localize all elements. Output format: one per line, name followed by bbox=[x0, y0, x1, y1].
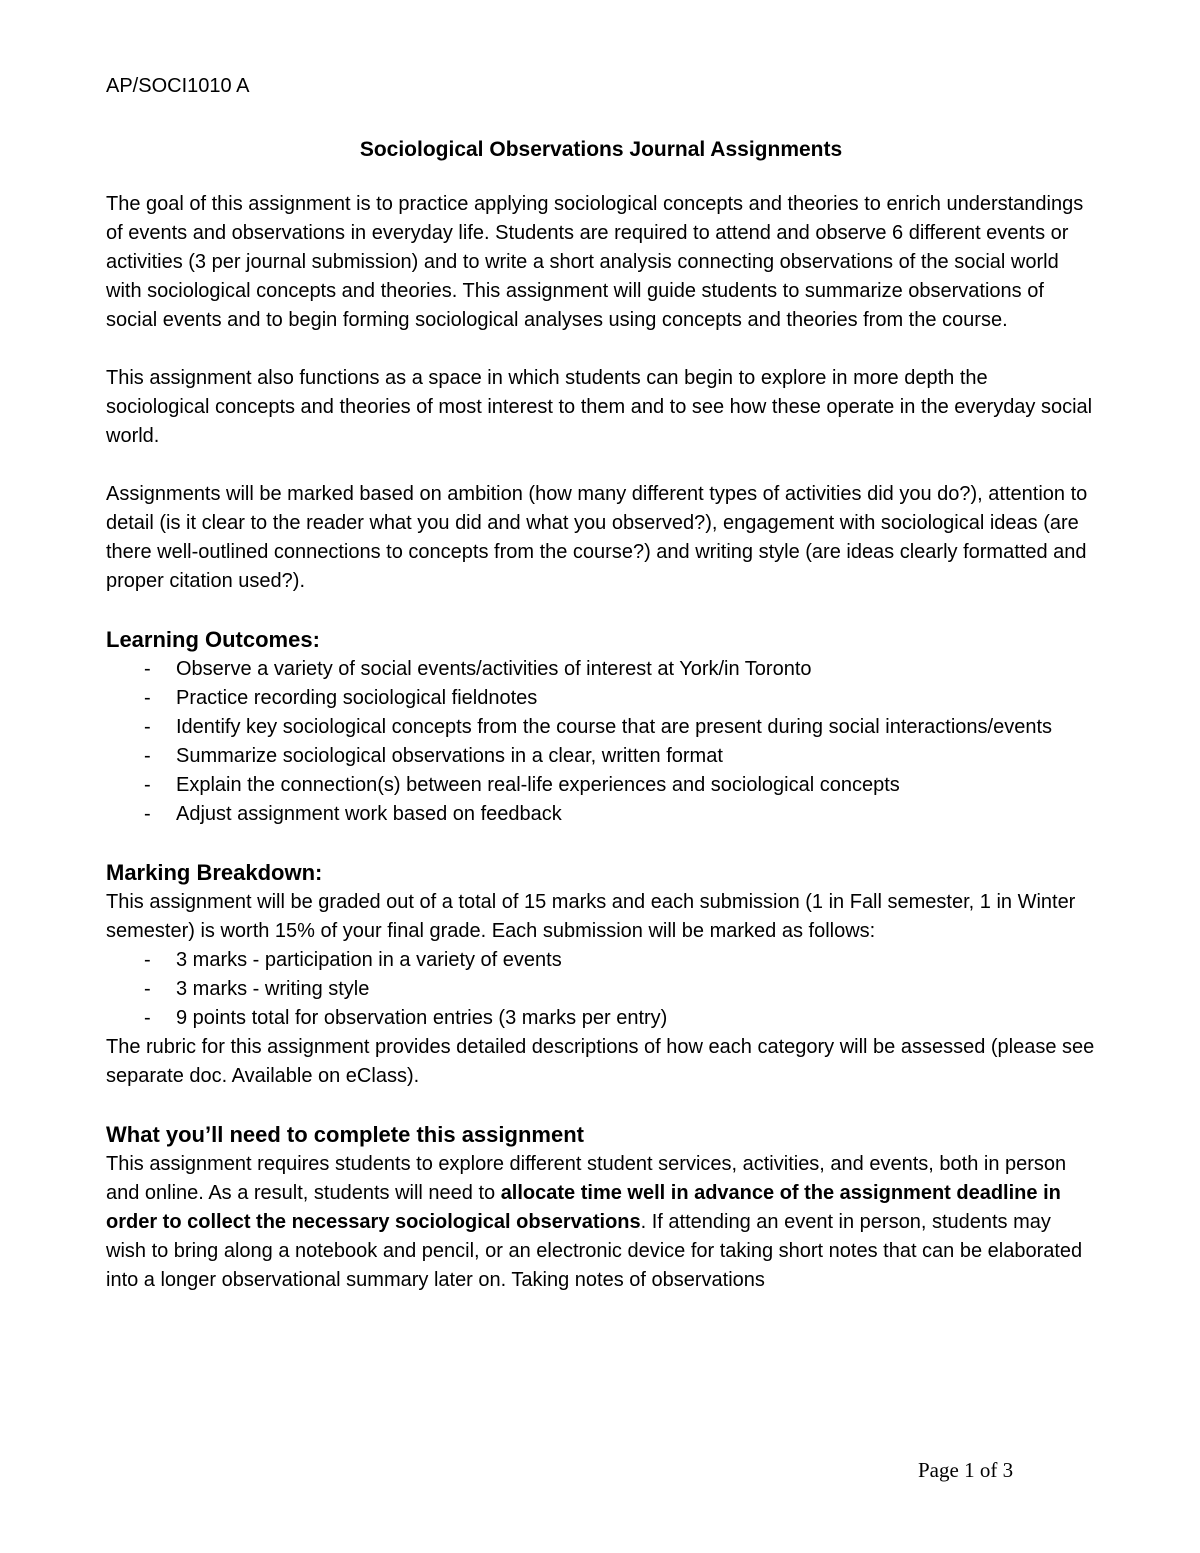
marking-intro: This assignment will be graded out of a total of 15 marks and each submission (1 in Fall semester, 1 in Winter semester) is worth 15% of your final grade. Each submission will be marked as follows: bbox=[106, 891, 1076, 942]
document-title: Sociological Observations Journal Assignments bbox=[359, 138, 843, 161]
dash-marker: - bbox=[144, 745, 151, 767]
intro-paragraph-2: This assignment also functions as a space in which students can begin to explore in more depth the sociological concepts and theories of most interest to them and to see how these operate in the everyday social world. bbox=[106, 367, 1093, 447]
list-item: - 3 marks - writing style bbox=[106, 975, 1096, 1004]
needs-paragraph: This assignment requires students to explore different student services, activities, and events, both in person and online. As a result, students will need to allocate time well in advance of the assignment deadline in order to collect the necessary sociological observations. If attending an event in person, students may wish to bring along a notebook and pencil, or an electronic device for taking short notes that can be elaborated into a longer observational summary later on. Taking notes of observations bbox=[106, 1153, 1083, 1291]
marking-list bbox=[106, 946, 1096, 1033]
list-item: - 9 points total for observation entries (3 marks per entry) bbox=[106, 1004, 1096, 1033]
list-item: - Practice recording sociological fieldnotes bbox=[106, 684, 1096, 713]
list-item: - Identify key sociological concepts from the course that are present during social interactions/events bbox=[106, 713, 1096, 742]
list-item: - Observe a variety of social events/activities of interest at York/in Toronto bbox=[106, 655, 1096, 684]
list-item: - Adjust assignment work based on feedback bbox=[106, 800, 1096, 829]
dash-marker: - bbox=[144, 687, 151, 709]
course-code: AP/SOCI1010 A bbox=[106, 75, 250, 97]
list-item: - Explain the connection(s) between real-life experiences and sociological concepts bbox=[106, 771, 1096, 800]
intro-paragraph-3: Assignments will be marked based on ambition (how many different types of activities did you do?), attention to detail (is it clear to the reader what you did and what you observed?), engagement with sociological ideas (are there well-outlined connections to concepts from the course?) and writing style (are ideas clearly formatted and proper citation used?). bbox=[106, 483, 1088, 592]
dash-marker: - bbox=[144, 716, 151, 738]
page-number: Page 1 of 3 bbox=[918, 1458, 1014, 1482]
marking-breakdown-heading: Marking Breakdown: bbox=[106, 860, 323, 885]
intro-paragraph-1: The goal of this assignment is to practice applying sociological concepts and theories to enrich understandings of events and observations in everyday life. Students are required to attend and observe 6 different events or activities (3 per journal submission) and to write a short analysis connecting observations of the social world with sociological concepts and theories. This assignment will guide students to summarize observations of social events and to begin forming sociological analyses using concepts and theories from the course. bbox=[106, 193, 1084, 331]
needs-emphasis: allocate time well in advance of the assignment deadline in order to collect the necessary sociological observations bbox=[106, 1182, 1061, 1233]
dash-marker: - bbox=[144, 949, 151, 971]
list-item: - Summarize sociological observations in a clear, written format bbox=[106, 742, 1096, 771]
needs-heading: What you’ll need to complete this assignment bbox=[106, 1122, 584, 1147]
list-item: - 3 marks - participation in a variety of events bbox=[106, 946, 1096, 975]
rubric-note: The rubric for this assignment provides detailed descriptions of how each category will be assessed (please see separate doc. Available on eClass). bbox=[106, 1036, 1095, 1087]
learning-outcomes-list bbox=[106, 655, 1096, 829]
learning-outcomes-heading: Learning Outcomes: bbox=[106, 627, 320, 652]
dash-marker: - bbox=[144, 978, 151, 1000]
dash-marker: - bbox=[144, 774, 151, 796]
dash-marker: - bbox=[144, 1007, 151, 1029]
dash-marker: - bbox=[144, 803, 151, 825]
dash-marker: - bbox=[144, 658, 151, 680]
document-page bbox=[106, 72, 1096, 1295]
